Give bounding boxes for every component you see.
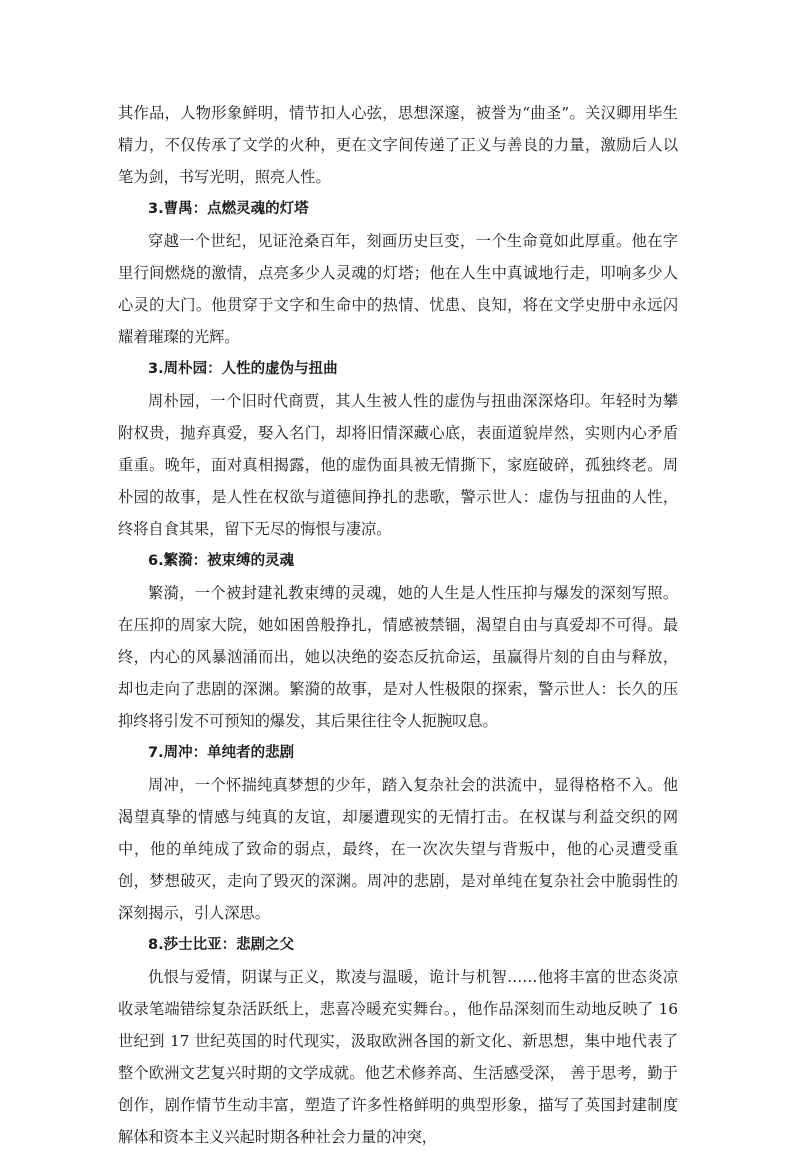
- heading-zhou-puyuan: 3.周朴园：人性的虚伪与扭曲: [148, 361, 338, 377]
- paragraph-guan-hanqing-continued: 其作品，人物形象鲜明，情节扣人心弦，思想深邃，被誉为“曲圣”。关汉卿用毕生精力，不仅传承了文学的火种，更在文字间传递了正义与善良的力量，激励后人以笔为剑，书写光明，照亮人性。: [118, 104, 678, 186]
- paragraph-fan-yi: 繁漪，一个被封建礼教束缚的灵魂，她的人生是人性压抑与爆发的深刻写照。在压抑的周家大院，她如困兽般挣扎，情感被禁锢，渴望自由与真爱却不可得。最终，内心的风暴汹涌而出，她以决绝的姿态反抗命运，虽赢得片刻的自由与释放，却也走向了悲剧的深渊。繁漪的故事，是对人性极限的探索，警示世人：长久的压抑终将引发不可预知的爆发，其后果往往令人扼腕叹息。: [118, 584, 678, 730]
- heading-shakespeare: 8.莎士比亚：悲剧之父: [148, 937, 295, 953]
- paragraph-zhou-puyuan: 周朴园，一个旧时代商贾，其人生被人性的虚伪与扭曲深深烙印。年轻时为攀附权贵，抛弃真爱，娶入名门，却将旧情深藏心底，表面道貌岸然，实则内心矛盾重重。晚年，面对真相揭露，他的虚伪面具被无情撕下，家庭破碎，孤独终老。周朴园的故事，是人性在权欲与道德间挣扎的悲歌，警示世人：虚伪与扭曲的人性，终将自食其果，留下无尽的悔恨与凄凉。: [118, 392, 678, 538]
- document-page: [118, 97, 678, 1153]
- paragraph-cao-yu: 穿越一个世纪，见证沧桑百年，刻画历史巨变，一个生命竟如此厚重。他在字里行间燃烧的激情，点亮多少人灵魂的灯塔；他在人生中真诚地行走，叩响多少人心灵的大门。他贯穿于文字和生命中的热情、忧患、良知，将在文学史册中永远闪耀着璀璨的光辉。: [118, 232, 678, 346]
- heading-cao-yu: 3.曹禺：点燃灵魂的灯塔: [148, 201, 309, 217]
- heading-zhou-chong: 7.周冲：单纯者的悲剧: [148, 745, 295, 761]
- paragraph-zhou-chong: 周冲，一个怀揣纯真梦想的少年，踏入复杂社会的洪流中，显得格格不入。他渴望真挚的情感与纯真的友谊，却屡遭现实的无情打击。在权谋与利益交织的网中，他的单纯成了致命的弱点，最终，在一次次失望与背叛中，他的心灵遭受重创，梦想破灭，走向了毁灭的深渊。周冲的悲剧，是对单纯在复杂社会中脆弱性的深刻揭示，引人深思。: [118, 776, 678, 922]
- heading-fan-yi: 6.繁漪：被束缚的灵魂: [148, 553, 295, 569]
- paragraph-shakespeare: 仇恨与爱情，阴谋与正义，欺凌与温暖，诡计与机智……他将丰富的世态炎凉收录笔端错综复杂活跃纸上，悲喜冷暖充实舞台。，他作品深刻而生动地反映了 16 世纪到 17 世纪英国的时代现实，汲取欧洲各国的新文化、新思想，集中地代表了整个欧洲文艺复兴时期的文学成就。他艺术修养高、生活感受深， 善于思考，勤于创作，剧作情节生动丰富，塑造了许多性格鲜明的典型形象，描写了英国封建制度解体和资本主义兴起时期各种社会力量的冲突，: [118, 968, 678, 1146]
